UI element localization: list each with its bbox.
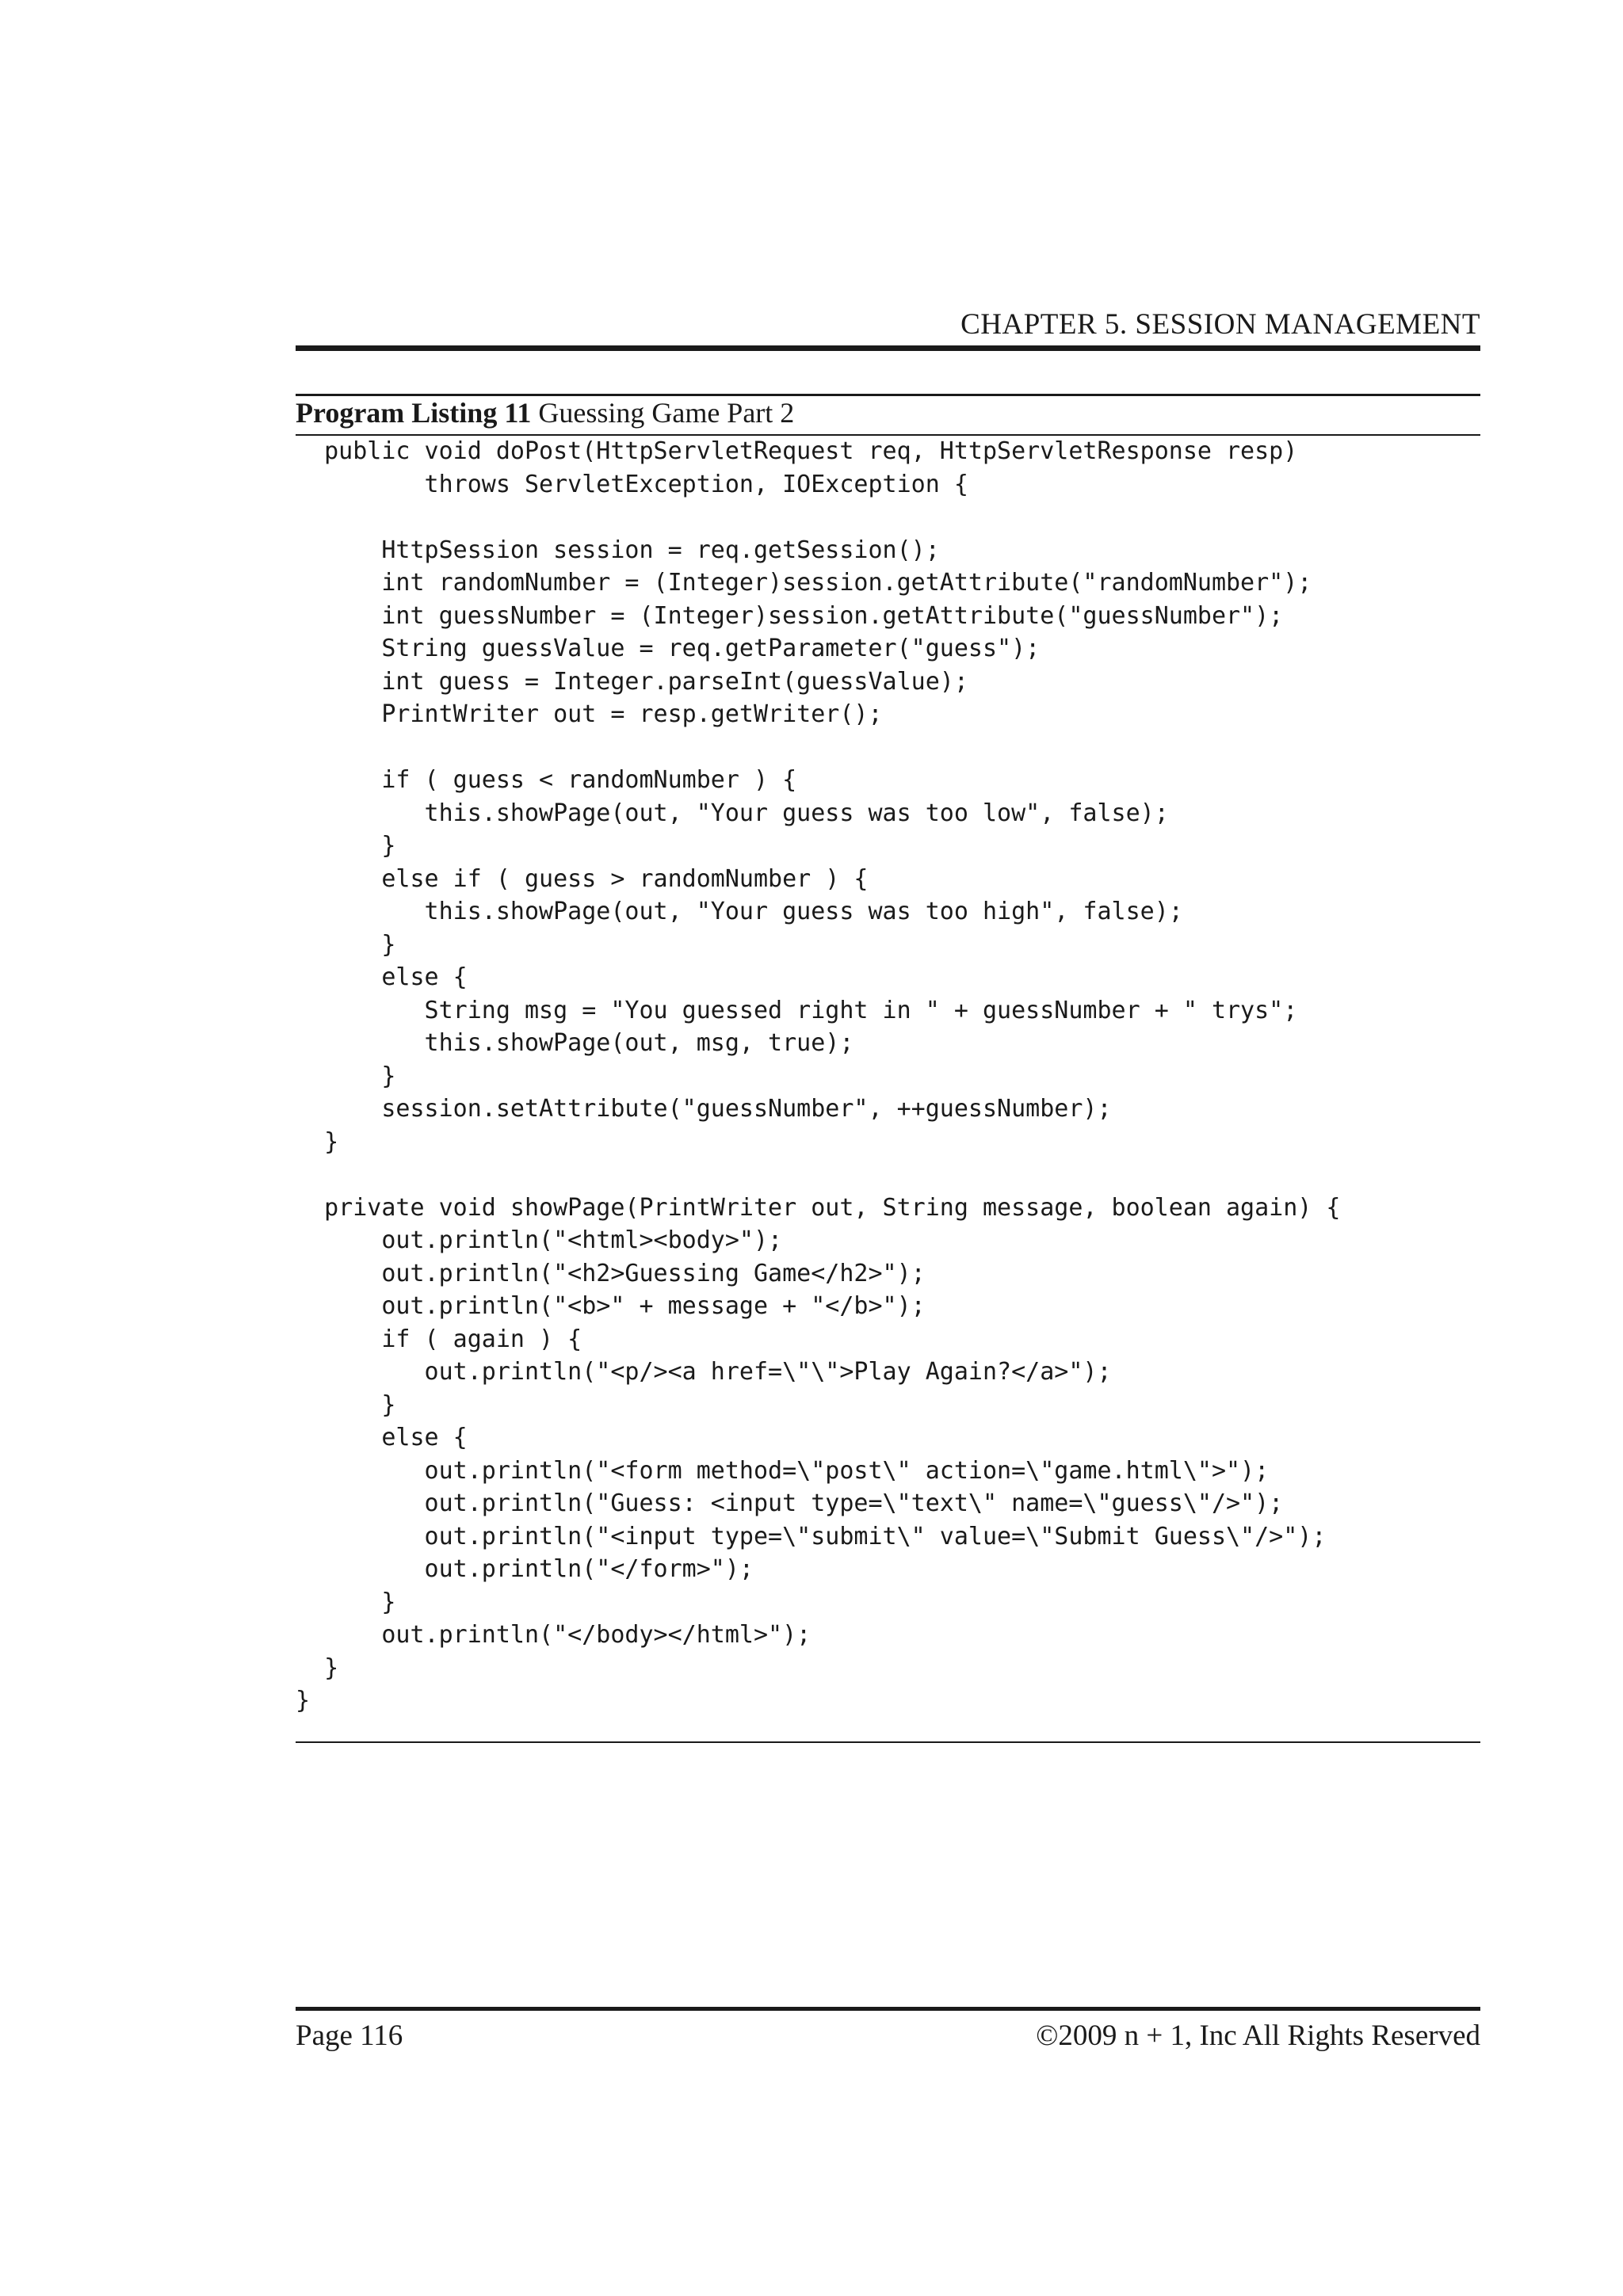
code-line: this.showPage(out, "Your guess was too low", false);: [296, 799, 1169, 827]
listing-caption: [296, 395, 794, 431]
code-line: [296, 501, 1341, 534]
copyright-notice: ©2009 n + 1, Inc All Rights Reserved: [1036, 2019, 1480, 2052]
header-rule: [296, 345, 1480, 351]
running-header: CHAPTER 5. SESSION MANAGEMENT: [960, 308, 1480, 341]
code-line: out.println("Guess: <input type=\"text\" name=\"guess\"/>");: [296, 1489, 1284, 1517]
code-line: private void showPage(PrintWriter out, String message, boolean again) {: [296, 1193, 1341, 1222]
code-line: out.println("</body></html>");: [296, 1621, 812, 1649]
code-line: }: [296, 1687, 311, 1714]
code-line: }: [296, 1653, 339, 1682]
footer-rule: [296, 2007, 1480, 2011]
code-line: if ( again ) {: [296, 1325, 582, 1353]
code-line: out.println("<input type=\"submit\" value=\"Submit Guess\"/>");: [296, 1522, 1327, 1550]
code-line: this.showPage(out, "Your guess was too high", false);: [296, 898, 1183, 925]
code-line: }: [296, 1062, 396, 1090]
code-line: PrintWriter out = resp.getWriter();: [296, 700, 883, 728]
code-line: HttpSession session = req.getSession();: [296, 536, 940, 564]
code-line: }: [296, 1127, 339, 1156]
code-line: session.setAttribute("guessNumber", ++guessNumber);: [296, 1095, 1112, 1123]
code-line: throws ServletException, IOException {: [296, 470, 968, 498]
code-line: else if ( guess > randomNumber ) {: [296, 864, 869, 893]
code-line: else {: [296, 1424, 468, 1451]
code-line: int guessNumber = (Integer)session.getAttribute("guessNumber");: [296, 601, 1284, 630]
code-line: [296, 731, 1341, 765]
code-line: out.println("<p/><a href=\"\">Play Again?</a>");: [296, 1358, 1112, 1386]
listing-label: Program Listing 11: [296, 397, 532, 429]
code-line: out.println("</form>");: [296, 1555, 754, 1583]
listing-bottom-rule: [296, 1741, 1480, 1743]
code-listing: [296, 435, 1341, 1718]
code-line: out.println("<form method=\"post\" action=\"game.html\">");: [296, 1456, 1270, 1485]
code-line: int guess = Integer.parseInt(guessValue);: [296, 667, 968, 696]
listing-title: Guessing Game Part 2: [538, 397, 795, 429]
code-line: else {: [296, 963, 468, 991]
code-line: String msg = "You guessed right in " + guessNumber + " trys";: [296, 996, 1298, 1024]
code-line: out.println("<html><body>");: [296, 1226, 783, 1254]
code-line: public void doPost(HttpServletRequest req, HttpServletResponse resp): [296, 437, 1298, 465]
code-line: }: [296, 930, 396, 959]
code-line: this.showPage(out, msg, true);: [296, 1029, 854, 1057]
code-line: out.println("<b>" + message + "</b>");: [296, 1292, 926, 1320]
page-number: Page 116: [296, 2019, 403, 2052]
code-line: String guessValue = req.getParameter("guess");: [296, 635, 1041, 662]
code-line: }: [296, 1390, 396, 1419]
code-line: }: [296, 832, 396, 860]
code-line: [296, 1158, 1341, 1192]
code-line: if ( guess < randomNumber ) {: [296, 766, 797, 794]
code-line: int randomNumber = (Integer)session.getAttribute("randomNumber");: [296, 569, 1312, 597]
code-line: }: [296, 1588, 396, 1616]
code-line: out.println("<h2>Guessing Game</h2>");: [296, 1259, 926, 1287]
